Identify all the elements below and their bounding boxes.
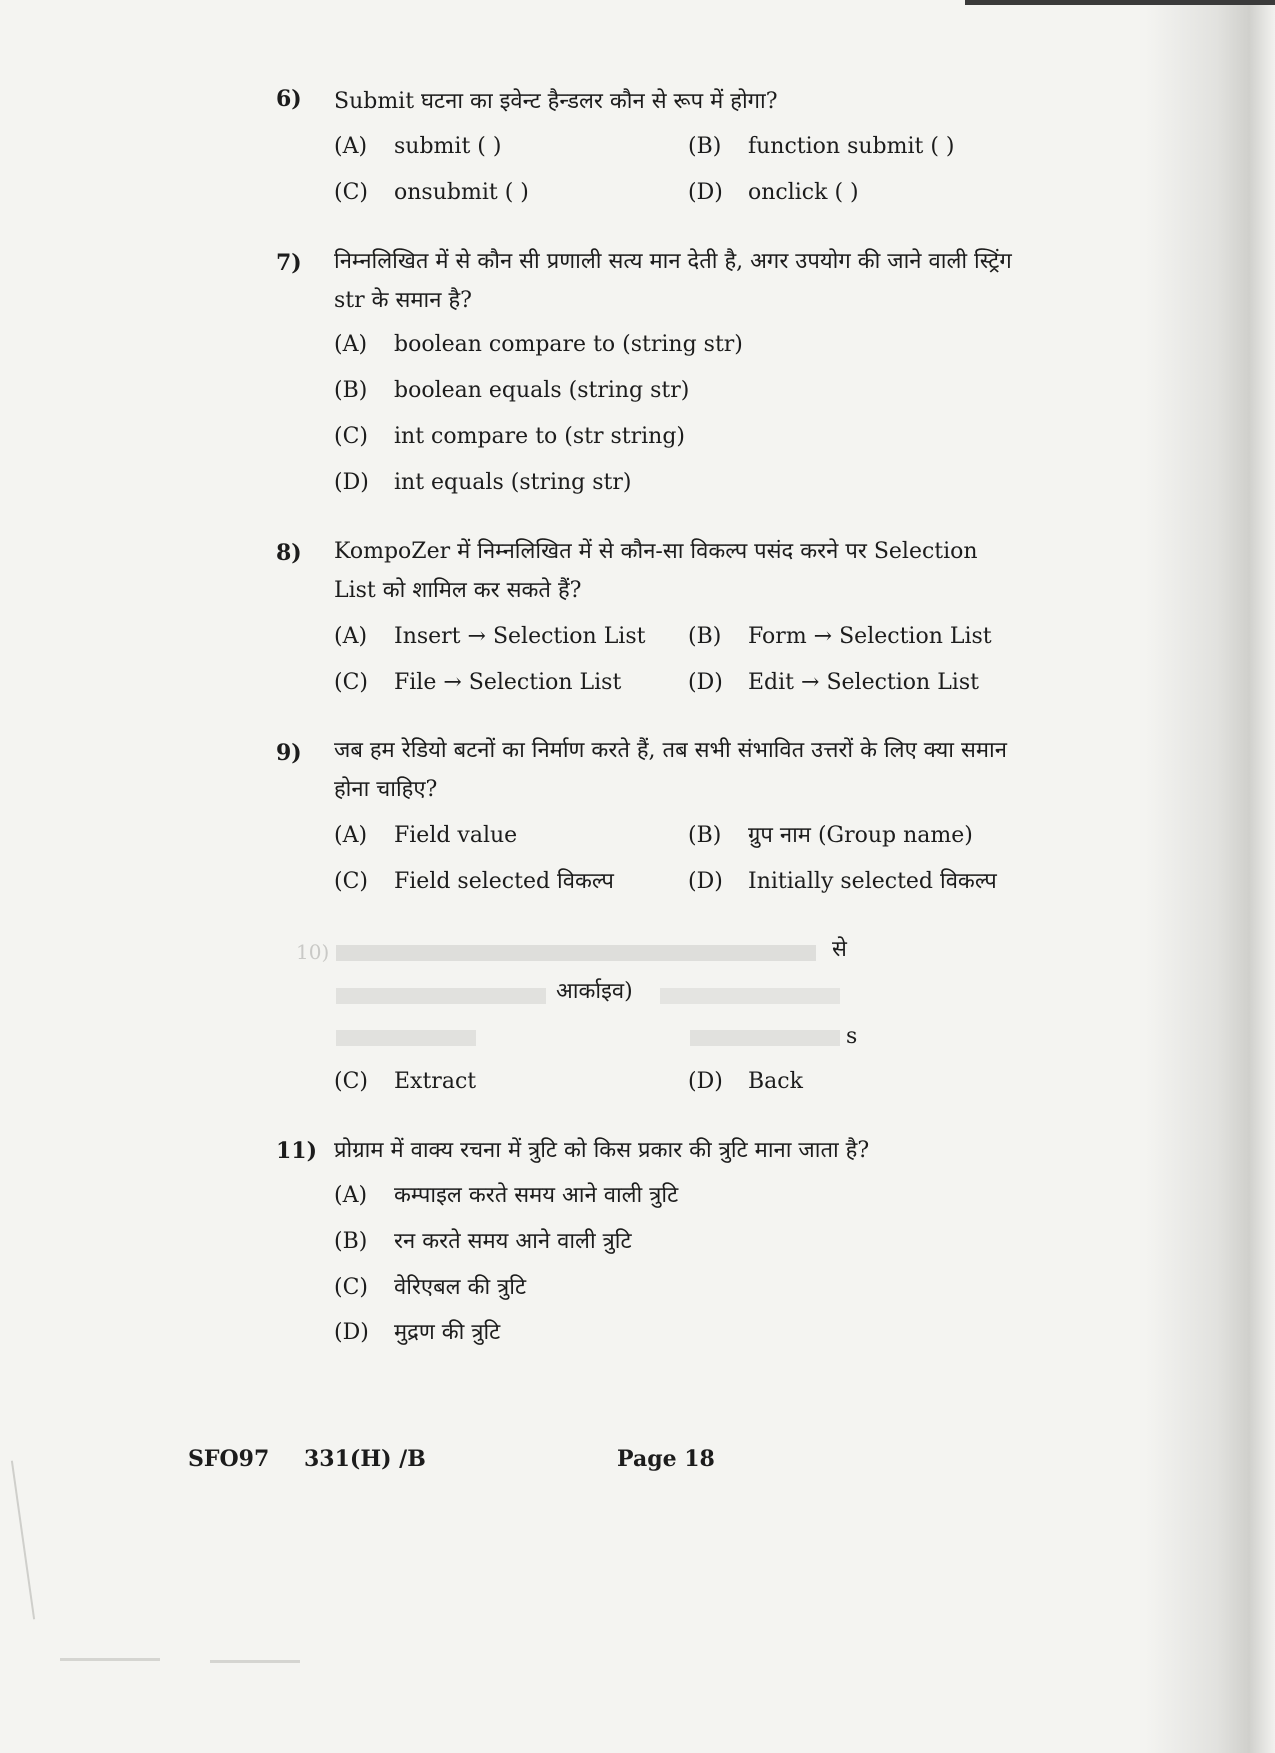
scan-top-edge xyxy=(965,0,1275,5)
question-text: प्रोग्राम में वाक्य रचना में त्रुटि को किस प्रकार की त्रुटि माना जाता है? xyxy=(334,1138,870,1163)
footer-code: SFO97 xyxy=(188,1446,270,1472)
option-c: (C) onsubmit ( ) xyxy=(334,180,529,205)
option-b: (B) ग्रुप नाम (Group name) xyxy=(688,823,973,848)
scan-artifact-line xyxy=(11,1461,35,1620)
question-text: KompoZer में निम्नलिखित में से कौन-सा विकल्प पसंद करने पर Selection List को शामिल कर सकते हैं? xyxy=(334,539,978,603)
option-d: (D) Initially selected विकल्प xyxy=(688,869,997,894)
question-number: 7) xyxy=(276,250,302,276)
option-b: (B) function submit ( ) xyxy=(688,134,955,159)
question-text: निम्नलिखित में से कौन सी प्रणाली सत्य मान देती है, अगर उपयोग की जाने वाली स्ट्रिंग str के समान है? xyxy=(334,249,1012,313)
faded-text-line xyxy=(336,1030,476,1046)
question-text: जब हम रेडियो बटनों का निर्माण करते हैं, तब सभी संभावित उत्तरों के लिए क्या समान होना चाहिए? xyxy=(334,738,1007,802)
option-a: (A) submit ( ) xyxy=(334,134,502,159)
option-c: (C) Field selected विकल्प xyxy=(334,869,614,894)
option-d: (D) int equals (string str) xyxy=(334,470,632,495)
question-number: 11) xyxy=(276,1138,318,1164)
faded-text-line xyxy=(336,945,816,961)
question-number: 9) xyxy=(276,740,302,766)
option-a: (A) कम्पाइल करते समय आने वाली त्रुटि xyxy=(334,1183,679,1208)
option-c: (C) File → Selection List xyxy=(334,670,622,695)
option-d: (D) मुद्रण की त्रुटि xyxy=(334,1320,501,1345)
footer-page-number: Page 18 xyxy=(617,1446,715,1472)
scan-artifact-line xyxy=(60,1658,160,1661)
scan-artifact-line xyxy=(210,1660,300,1663)
visible-fragment: s xyxy=(846,1024,858,1049)
option-d: (D) onclick ( ) xyxy=(688,180,859,205)
page-edge-shadow xyxy=(1145,0,1275,1753)
faded-text-line xyxy=(660,988,840,1004)
option-c: (C) int compare to (str string) xyxy=(334,424,686,449)
faded-text-line xyxy=(336,988,546,1004)
option-b: (B) boolean equals (string str) xyxy=(334,378,690,403)
option-a: (A) Insert → Selection List xyxy=(334,624,646,649)
option-b: (B) Form → Selection List xyxy=(688,624,992,649)
question-number: 6) xyxy=(276,86,302,112)
option-d: (D) Back xyxy=(688,1069,803,1094)
option-b: (B) रन करते समय आने वाली त्रुटि xyxy=(334,1229,632,1254)
faded-text-line xyxy=(690,1030,840,1046)
question-text: Submit घटना का इवेन्ट हैन्डलर कौन से रूप में होगा? xyxy=(334,89,778,114)
option-a: (A) Field value xyxy=(334,823,518,848)
question-number: 8) xyxy=(276,540,302,566)
visible-fragment: से xyxy=(832,937,847,962)
faded-number: 10) xyxy=(296,940,330,964)
option-d: (D) Edit → Selection List xyxy=(688,670,979,695)
option-c: (C) वेरिएबल की त्रुटि xyxy=(334,1275,527,1300)
footer-paper: 331(H) /B xyxy=(304,1446,426,1472)
option-c: (C) Extract xyxy=(334,1069,477,1094)
visible-fragment: आर्काइव) xyxy=(556,979,633,1004)
option-a: (A) boolean compare to (string str) xyxy=(334,332,743,357)
